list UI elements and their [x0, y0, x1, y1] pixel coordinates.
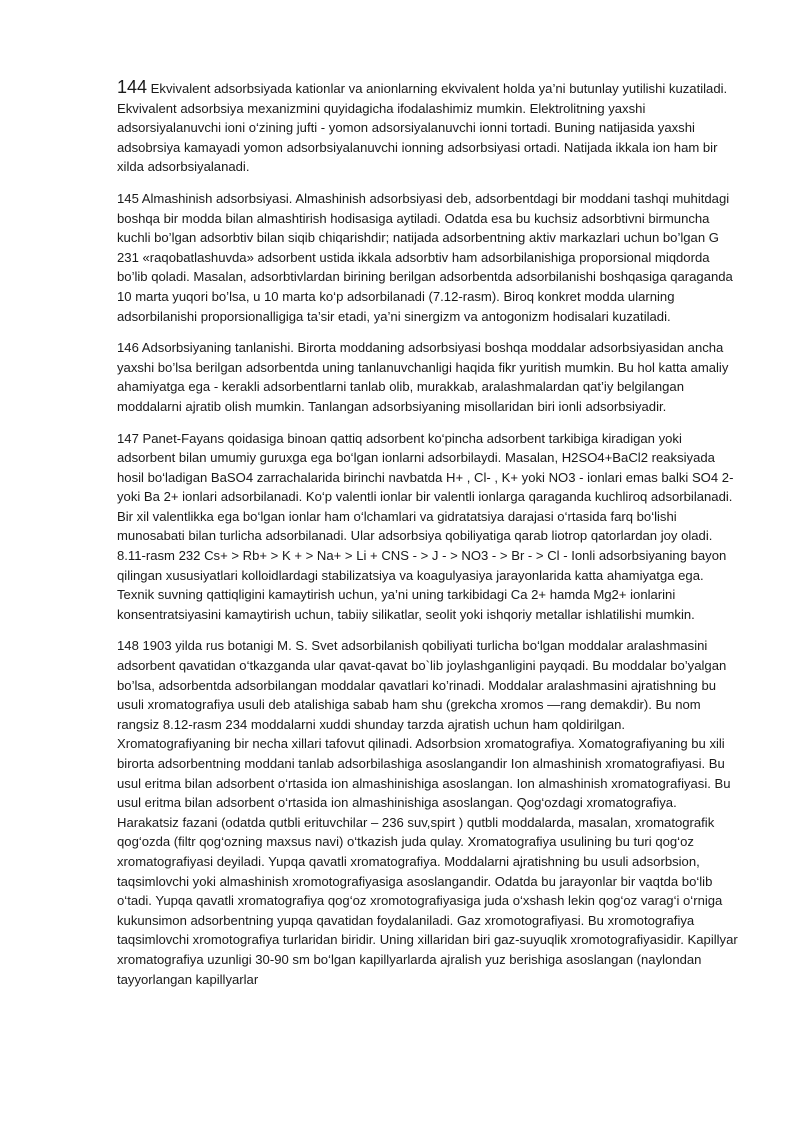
paragraph-text: Almashinish adsorbsiyasi. Almashinish adsorbsiyasi deb, adsorbentdagi bir moddani tashqi muhitdagi boshqa bir modda bilan almashtirish hodisasiga aytiladi. Odatda esa bu kuchsiz adsorbtivni birmuncha kuchli bo’lgan adsorbtiv bilan siqib chiqarishdir; natijada adsorbentning aktiv markazlari uchun bo’lgan G 231 «raqobatlashuvda» adsorbent ustida ikkala adsorbtiv ham adsorbilanishiga proporsional miqdorda bo’lib qoladi. Masalan, adsorbtivlardan birining berilgan adsorbentda adsorbilanishi boshqasiga qaraganda 10 marta yuqori bo’lsa, u 10 marta ko‘p adsorbilanadi (7.12-rasm). Biroq konkret modda ularning adsorbilanishi proporsionalligiga ta’sir etadi, ya’ni sinergizm va antogonizm hodisalari kuzatiladi.	[117, 190, 733, 324]
paragraph-148	[117, 636, 742, 989]
paragraph-147	[117, 429, 742, 625]
paragraph-145	[117, 189, 742, 326]
paragraph-text: 1903 yilda rus botanigi M. S. Svet adsorbilanish qobiliyati turlicha bo‘lgan moddalar aralashmasini adsorbent qavatidan o‘tkazganda ular qavat-qavat bo`lib joylashganligini payqadi. Bu moddalar bo’yalgan bo’lsa, adsorbentda adsorbilangan moddalar qavatlari ko’rinadi. Moddalar aralashmasini ajratishning bu usuli xromatografiya usuli deb atalishiga sabab ham shu (grekcha xromos —rang demakdir). Bu nom rangsiz 8.12-rasm 234 moddalarni xuddi shunday tarzda ajratish uchun ham qoldirilgan. Xromatografiyaning bir necha xillari tafovut qilinadi. Adsorbsion xromatografiya. Xomatografiyaning bu xili birorta adsorbentning moddani tanlab adsorbilashiga asoslangandir Ion almashinish xromatografiyasi. Bu usul eritma bilan adsorbent o‘rtasida ion almashinishiga asoslangan. Ion almashinish xromatografiyasi. Bu usul eritma bilan adsorbent o‘rtasida ion almashinishiga asoslangan. Qog‘ozdagi xromatografiya. Harakatsiz fazani (odatda qutbli erituvchilar – 236 suv,spirt ) qutbli moddalarda, masalan, xromatografik qog‘ozda (filtr qog‘ozning maxsus navi) o‘tkazish juda qulay. Xromatografiya usulining bu turi qog‘oz xromatografiyasi deyiladi. Yupqa qavatli xromatografiya. Moddalarni ajratishning bu usuli adsorbsion, taqsimlovchi yoki almashinish xromotografiyasiga asoslangandir. Odatda bu jarayonlar bir vaqtda bo‘lib o‘tadi. Yupqa qavatli xromatografiya qog‘oz xromotografiyasiga juda o‘xshash lekin qog‘oz varag‘i o‘rniga kukunsimon adsorbentning yupqa qavatidan foydalaniladi. Gaz xromotografiyasi. Bu xromotografiya taqsimlovchi xromotografiya turlaridan biridir. Uning xillaridan biri gaz-suyuqlik xromotografiyasidir. Kapillyar xromatografiya uzunligi 30-90 sm bo‘lgan kapillyarlarda ajralish yuz berishiga asoslangan (naylondan tayyorlangan kapillyarlar	[117, 638, 738, 987]
paragraph-number: 148	[117, 638, 139, 654]
paragraph-text: Adsorbsiyaning tanlanishi. Birorta moddaning adsorbsiyasi boshqa moddalar adsorbsiyasidan ancha yaxshi bo’lsa berilgan adsorbentda uning tanlanuvchanligi haqida fikr yuritish mumkin. Bu hol katta amaliy ahamiyatga ega - kerakli adsorbentlarni tanlab olib, murakkab, aralashmalardan qat’iy belgilangan moddalarni ajratib olish mumkin. Tanlangan adsorbsiyaning misollaridan biri ionli adsorbsiyadir.	[117, 340, 729, 414]
paragraph-144	[117, 78, 742, 177]
paragraph-text: Panet-Fayans qoidasiga binoan qattiq adsorbent ko‘pincha adsorbent tarkibiga kiradigan yoki adsorbent bilan umumiy guruxga ega bo‘lgan ionlarni adsorbilaydi. Masalan, H2SO4+BaCl2 reaksiyada hosil bo‘ladigan BaSO4 zarrachalarida birinchi navbatda H+ , Cl- , K+ yoki NO3 - ionlari emas balki SO4 2- yoki Ba 2+ ionlari adsorbilanadi. Ko‘p valentli ionlar bir valentli ionlarga qaraganda kuchliroq adsorbilanadi. Bir xil valentlikka ega bo‘lgan ionlar ham o‘lchamlari va gidratatsiya darajasi o‘rtasida farq bo‘lishi munosabati bilan turlicha adsorbilanadi. Ular adsorbsiya qobiliyatiga qarab liotrop qatorlardan joy oladi. 8.11-rasm 232 Cs+ > Rb+ > K + > Na+ > Li + CNS - > J - > NO3 - > Br - > Cl - Ionli adsorbsiyaning bayon qilingan xususiyatlari kolloidlardagi stabilizatsiya va koagulyasiya jarayonlarida katta ahamiyatga ega. Texnik suvning qattiqligini kamaytirish uchun, ya’ni uning tarkibidagi Ca 2+ hamda Mg2+ ionlarini konsentratsiyasini kamaytirish uchun, tabiiy silikatlar, seolit yoki ishqoriy metallar ishlatilishi mumkin.	[117, 430, 734, 622]
paragraph-number: 147	[117, 430, 139, 446]
paragraph-number: 145	[117, 190, 139, 206]
paragraph-number: 144	[117, 77, 148, 97]
paragraph-146	[117, 338, 742, 416]
paragraph-text: Ekvivalent adsorbsiyada kationlar va anionlarning ekvivalent holda ya’ni butunlay yutilishi kuzatiladi. Ekvivalent adsorbsiya mexanizmini quyidagicha ifodalashimiz mumkin. Elektrolitning yaxshi adsorsiyalanuvchi ioni o‘zining jufti - yomon adsorsiyalanuvchi ionni tortadi. Buning natijasida yaxshi adsobrsiya kamayadi yomon adsorbsiyalanuvchi ionning adsorbsiyasi ortadi. Natijada ikkala ion ham bir xilda adsorbsiyalanadi.	[117, 81, 728, 175]
paragraph-number: 146	[117, 340, 139, 356]
